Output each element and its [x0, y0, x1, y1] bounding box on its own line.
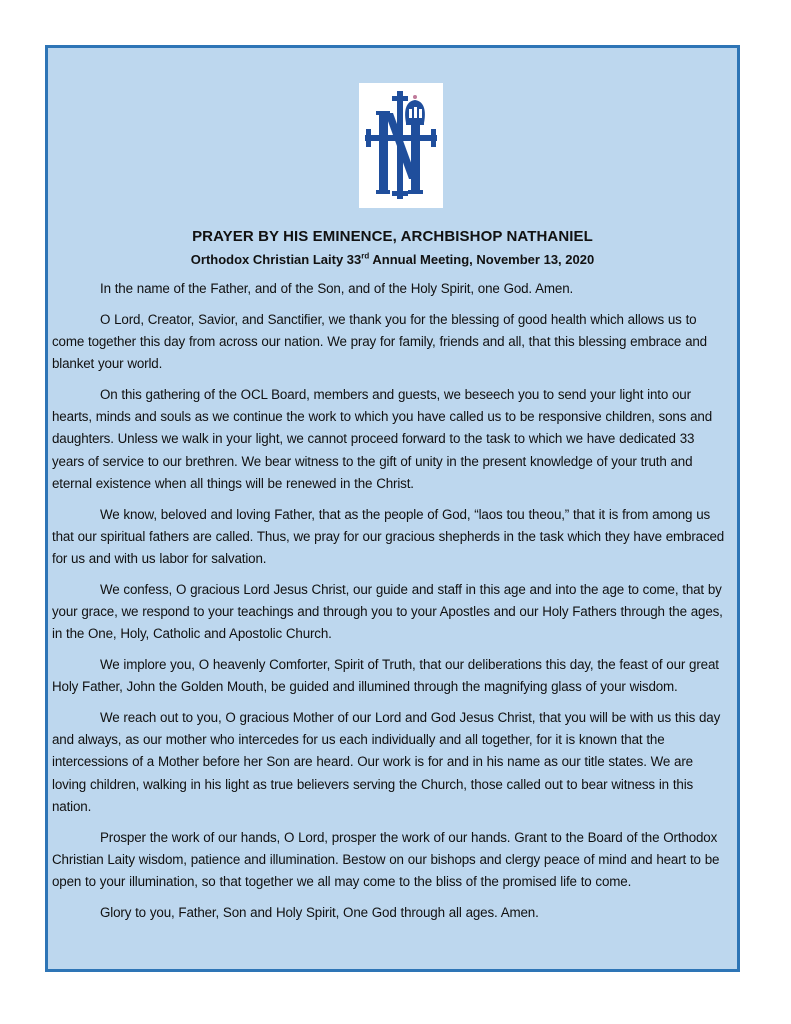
prayer-body: [52, 278, 729, 933]
paragraph-comforter: We implore you, O heavenly Comforter, Spirit of Truth, that our deliberations this day, the feast of our great Holy Father, John the Golden Mouth, be guided and illumined through the magnifying glass of your wisdom.: [52, 657, 719, 695]
paragraph-ocl-board: On this gathering of the OCL Board, members and guests, we beseech you to send your light into our hearts, minds and souls as we continue the work to which you have called us to be responsive children, sons and daughters. Unless we walk in your light, we cannot proceed forward to the task to which we have dedicated 33 years of service to our brethren. We bear witness to the gift of unity in the present knowledge of your truth and eternal existence when all things will be renewed in the Christ.: [52, 387, 713, 491]
paragraph-prosper: Prosper the work of our hands, O Lord, prosper the work of our hands. Grant to the Board of the Orthodox Christian Laity wisdom, patience and illumination. Bestow on our bishops and clergy peace of mind and heart to be open to your illumination, so that together we all may come to the bliss of the promised life to come.: [52, 829, 720, 890]
prayer-document-frame: [45, 45, 740, 972]
paragraph-laos-tou-theou: We know, beloved and loving Father, that as the people of God, “laos tou theou,” that it is from among us that our spiritual fathers are called. Thus, we pray for our gracious shepherds in the task which they have embraced for us and with us labor for salvation.: [52, 506, 725, 567]
page-subtitle: [48, 252, 737, 267]
paragraph-confession: We confess, O gracious Lord Jesus Christ, our guide and staff in this age and into the age to come, that by your grace, we respond to your teachings and through you to your Apostles and our Holy Fathers through the ages, in the One, Holy, Catholic and Apostolic Church.: [52, 581, 723, 642]
subtitle-ordinal-suffix: rd: [361, 251, 370, 261]
page-title: PRAYER BY HIS EMINENCE, ARCHBISHOP NATHANIEL: [192, 228, 593, 245]
subtitle-main: Orthodox Christian Laity 33: [190, 252, 362, 267]
chi-rho-cross-mitre-logo-icon: [359, 83, 443, 208]
paragraph-thanksgiving: O Lord, Creator, Savior, and Sanctifier, we thank you for the blessing of good health which allows us to come together this day from across our nation. We pray for family, friends and all, that this blessing embrace and blanket your world.: [52, 311, 707, 372]
ocl-logo: [359, 83, 443, 208]
paragraph-mother-of-god: We reach out to you, O gracious Mother of our Lord and God Jesus Christ, that you will be with us this day and always, as our mother who intercedes for us each individually and all together, for it is known that the intercessions of a Mother before her Son are heard. Our work is for and in his name as our title states. We are loving children, walking in his light as true believers serving the Church, those called out to bear witness in this nation.: [52, 710, 721, 814]
paragraph-doxology: Glory to you, Father, Son and Holy Spirit, One God through all ages. Amen.: [100, 904, 539, 920]
paragraph-invocation: In the name of the Father, and of the Son, and of the Holy Spirit, one God. Amen.: [100, 281, 574, 296]
subtitle-rest: Annual Meeting, November 13, 2020: [369, 252, 595, 267]
